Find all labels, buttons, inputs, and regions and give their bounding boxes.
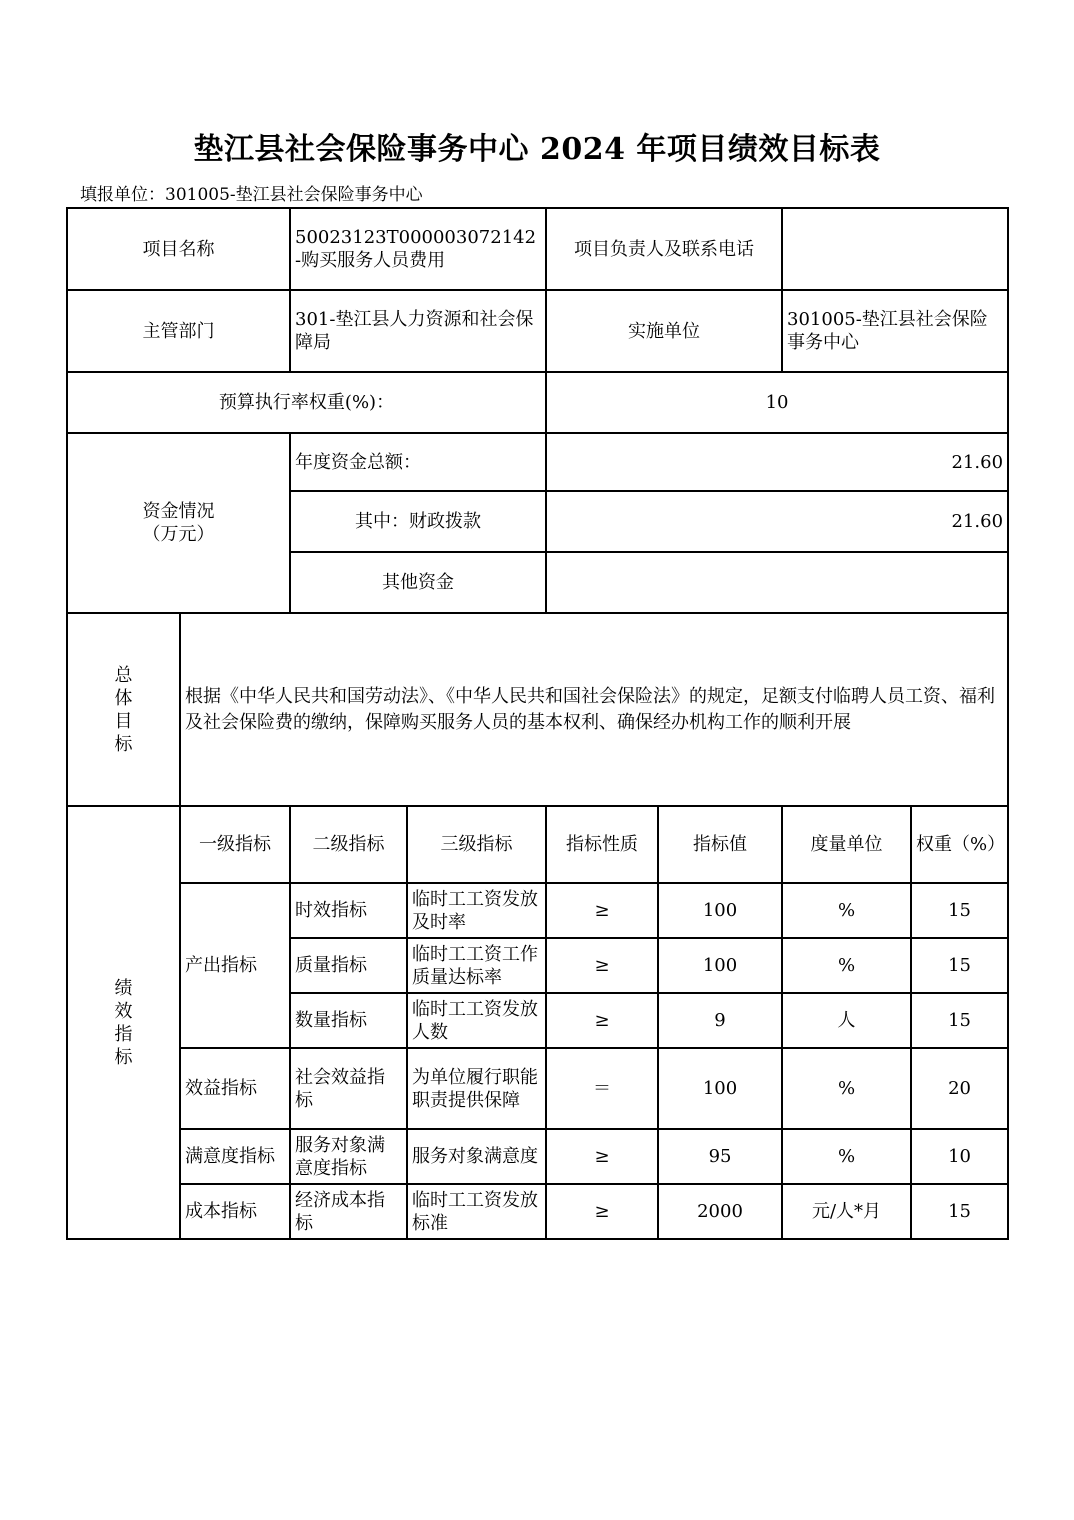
group-benefit: 效益指标 <box>180 1048 290 1129</box>
row-weight: 15 <box>911 1184 1008 1239</box>
header-value: 指标值 <box>658 806 782 883</box>
funds-total-value: 21.60 <box>546 433 1008 491</box>
row-nature: ≥ <box>546 993 658 1048</box>
header-nature: 指标性质 <box>546 806 658 883</box>
funds-other-value <box>546 552 1008 613</box>
row-weight: 15 <box>911 993 1008 1048</box>
row-value: 2000 <box>658 1184 782 1239</box>
row-nature: ≥ <box>546 938 658 993</box>
row-nature: ≥ <box>546 1129 658 1184</box>
page-title: 垫江县社会保险事务中心 2024 年项目绩效目标表 <box>193 132 881 167</box>
row-unit: 人 <box>782 993 911 1048</box>
row-nature: ≥ <box>546 883 658 938</box>
contact-label: 项目负责人及联系电话 <box>546 208 782 290</box>
row-value: 100 <box>658 1048 782 1129</box>
header-unit: 度量单位 <box>782 806 911 883</box>
budget-rate-label: 预算执行率权重(%)： <box>67 372 546 433</box>
row-nature: ＝ <box>546 1048 658 1129</box>
funds-label-line2: （万元） <box>142 524 215 545</box>
dept-value: 301-垫江县人力资源和社会保障局 <box>290 290 546 372</box>
group-output: 产出指标 <box>180 883 290 1048</box>
header-level3: 三级指标 <box>407 806 546 883</box>
row-nature: ≥ <box>546 1184 658 1239</box>
row-value: 100 <box>658 883 782 938</box>
row-level3: 临时工工资发放人数 <box>407 993 546 1048</box>
row-level2: 服务对象满意度指标 <box>290 1129 407 1184</box>
goal-text: 根据《中华人民共和国劳动法》、《中华人民共和国社会保险法》的规定，足额支付临聘人员工资、福利及社会保险费的缴纳，保障购买服务人员的基本权利、确保经办机构工作的顺利开展 <box>180 613 1008 806</box>
row-weight: 20 <box>911 1048 1008 1129</box>
row-value: 100 <box>658 938 782 993</box>
header-level2: 二级指标 <box>290 806 407 883</box>
row-level2: 经济成本指标 <box>290 1184 407 1239</box>
row-value: 9 <box>658 993 782 1048</box>
row-unit: % <box>782 938 911 993</box>
row-level3: 为单位履行职能职责提供保障 <box>407 1048 546 1129</box>
row-level2: 数量指标 <box>290 993 407 1048</box>
row-value: 95 <box>658 1129 782 1184</box>
goal-label-char: 总 <box>114 664 133 686</box>
header-level1: 一级指标 <box>180 806 290 883</box>
goal-label <box>67 613 180 806</box>
row-weight: 15 <box>911 938 1008 993</box>
header-weight: 权重（%） <box>911 806 1008 883</box>
table-row <box>67 1048 1008 1129</box>
table-row <box>67 1129 1008 1184</box>
row-level2: 时效指标 <box>290 883 407 938</box>
funds-total-label: 年度资金总额： <box>290 433 546 491</box>
row-level3: 临时工工资发放及时率 <box>407 883 546 938</box>
funds-fiscal-label: 其中：财政拨款 <box>290 491 546 552</box>
row-weight: 10 <box>911 1129 1008 1184</box>
indicators-label-char: 指 <box>114 1023 133 1045</box>
goal-label-char: 标 <box>114 733 133 755</box>
goal-label-char: 目 <box>114 710 133 732</box>
contact-value <box>782 208 1008 290</box>
funds-other-label: 其他资金 <box>290 552 546 613</box>
row-unit: % <box>782 1129 911 1184</box>
performance-table <box>66 207 1009 1240</box>
row-level3: 临时工工资发放标准 <box>407 1184 546 1239</box>
row-level3: 临时工工资工作质量达标率 <box>407 938 546 993</box>
project-name-label: 项目名称 <box>67 208 290 290</box>
indicators-label-char: 绩 <box>114 977 133 999</box>
funds-fiscal-value: 21.60 <box>546 491 1008 552</box>
impl-label: 实施单位 <box>546 290 782 372</box>
row-weight: 15 <box>911 883 1008 938</box>
row-level2: 质量指标 <box>290 938 407 993</box>
group-satisfaction: 满意度指标 <box>180 1129 290 1184</box>
table-row <box>67 883 1008 938</box>
indicators-label-char: 标 <box>114 1046 133 1068</box>
project-name-value: 50023123T000003072142-购买服务人员费用 <box>290 208 546 290</box>
impl-value: 301005-垫江县社会保险事务中心 <box>782 290 1008 372</box>
row-level2: 社会效益指标 <box>290 1048 407 1129</box>
group-cost: 成本指标 <box>180 1184 290 1239</box>
goal-label-char: 体 <box>114 687 133 709</box>
row-unit: 元/人*月 <box>782 1184 911 1239</box>
row-unit: % <box>782 883 911 938</box>
funds-label-line1: 资金情况 <box>142 501 215 522</box>
filling-unit: 填报单位：301005-垫江县社会保险事务中心 <box>80 185 423 205</box>
table-row <box>67 1184 1008 1239</box>
indicators-label-char: 效 <box>114 1000 133 1022</box>
row-level3: 服务对象满意度 <box>407 1129 546 1184</box>
dept-label: 主管部门 <box>67 290 290 372</box>
funds-label <box>67 433 290 613</box>
indicators-label <box>67 806 180 1239</box>
budget-rate-value: 10 <box>546 372 1008 433</box>
row-unit: % <box>782 1048 911 1129</box>
